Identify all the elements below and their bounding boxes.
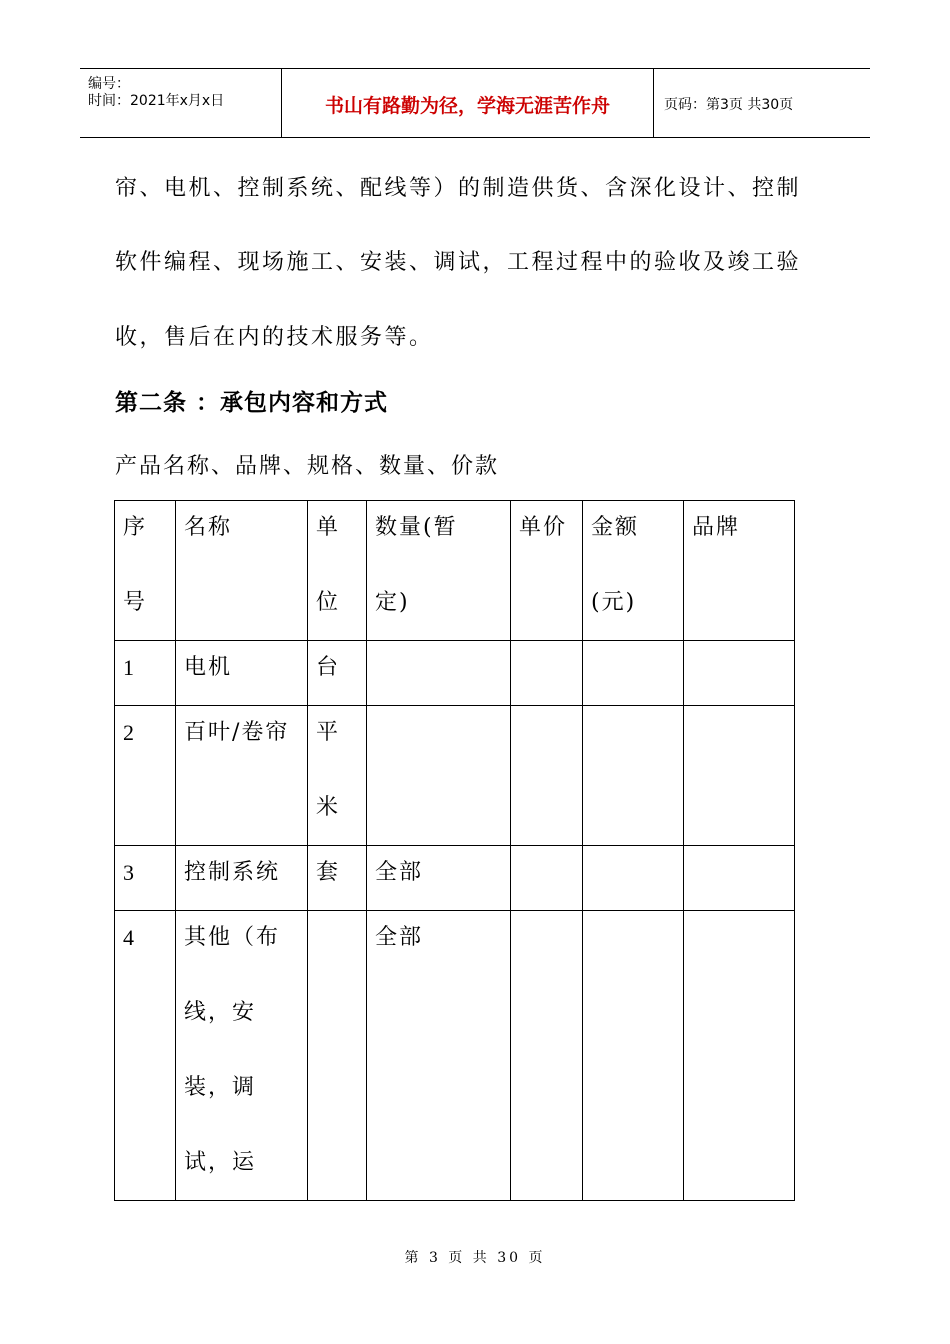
- row-seq: [115, 706, 176, 846]
- row-seq: [115, 641, 176, 706]
- document-number-label: 编号：: [88, 76, 130, 92]
- section-heading: 第二条 ：承包内容和方式: [115, 390, 389, 416]
- document-date-label: 时间：2021年x月x日: [88, 93, 225, 109]
- row-name: [176, 706, 308, 846]
- table-row: [115, 846, 795, 911]
- header-amount-line-1: 金额: [591, 515, 640, 540]
- row-name-line-4: 试，运: [184, 1150, 257, 1175]
- header-qty-line-1: 数量(暂: [375, 515, 458, 540]
- row-unit: [308, 706, 367, 846]
- header-name-text: 名称: [184, 515, 233, 540]
- table-row: [115, 911, 795, 1201]
- row-name-line-3: 装，调: [184, 1075, 257, 1100]
- header-qty: [367, 501, 511, 641]
- row-brand: [684, 706, 795, 846]
- row-seq-text: 4: [123, 925, 136, 950]
- row-seq-text: 1: [123, 655, 136, 680]
- row-brand: [684, 846, 795, 911]
- header-meta-cell: [80, 69, 282, 137]
- header-unit-line-1: 单: [316, 515, 341, 540]
- row-price: [511, 911, 583, 1201]
- header-amount-line-2: (元): [591, 590, 637, 615]
- table-row: [115, 641, 795, 706]
- page-footer: 第 3 页 共 30 页: [404, 1250, 546, 1266]
- row-qty: [367, 846, 511, 911]
- row-seq: [115, 846, 176, 911]
- header-brand: [684, 501, 795, 641]
- document-header: [80, 68, 870, 138]
- header-page-info: 页码：第3页 共30页: [664, 97, 794, 113]
- row-amount: [583, 846, 684, 911]
- row-name-line-2: 线，安: [184, 1000, 257, 1025]
- row-unit-text: 套: [316, 860, 341, 885]
- row-qty-text: 全部: [375, 925, 424, 950]
- header-seq: [115, 501, 176, 641]
- product-table: [114, 500, 795, 1201]
- header-qty-line-2: 定): [375, 590, 410, 615]
- row-brand: [684, 641, 795, 706]
- table-header-row: [115, 501, 795, 641]
- header-seq-line-2: 号: [123, 590, 148, 615]
- row-qty-text: 全部: [375, 860, 424, 885]
- header-page-cell: [654, 69, 870, 137]
- row-name: [176, 641, 308, 706]
- header-amount: [583, 501, 684, 641]
- body-text-line-1: 帘、电机、控制系统、配线等）的制造供货、含深化设计、控制: [115, 176, 802, 201]
- row-unit: [308, 911, 367, 1201]
- row-name-line-1: 其他（布: [184, 925, 281, 950]
- row-price: [511, 641, 583, 706]
- row-price: [511, 706, 583, 846]
- body-text-line-3: 收，售后在内的技术服务等。: [115, 325, 434, 350]
- row-amount: [583, 641, 684, 706]
- row-name-text: 控制系统: [184, 860, 281, 885]
- row-unit: [308, 846, 367, 911]
- row-qty: [367, 911, 511, 1201]
- row-amount: [583, 706, 684, 846]
- table-row: [115, 706, 795, 846]
- row-amount: [583, 911, 684, 1201]
- row-name-text: 电机: [184, 655, 233, 680]
- header-brand-text: 品牌: [692, 515, 741, 540]
- header-motto: 书山有路勤为径，学海无涯苦作舟: [324, 95, 610, 117]
- row-qty: [367, 641, 511, 706]
- header-name: [176, 501, 308, 641]
- header-price-text: 单价: [519, 515, 568, 540]
- header-seq-line-1: 序: [123, 515, 148, 540]
- section-subheading: 产品名称、品牌、规格、数量、价款: [115, 454, 500, 479]
- row-unit-text: 台: [316, 655, 341, 680]
- row-price: [511, 846, 583, 911]
- row-name: [176, 846, 308, 911]
- header-price: [511, 501, 583, 641]
- row-unit-line-1: 平: [316, 720, 341, 745]
- row-seq: [115, 911, 176, 1201]
- row-name-text: 百叶/卷帘: [184, 720, 290, 745]
- row-unit: [308, 641, 367, 706]
- header-motto-cell: [282, 69, 654, 137]
- header-unit: [308, 501, 367, 641]
- row-name: [176, 911, 308, 1201]
- body-text-line-2: 软件编程、现场施工、安装、调试，工程过程中的验收及竣工验: [115, 250, 802, 275]
- row-seq-text: 2: [123, 720, 136, 745]
- row-seq-text: 3: [123, 860, 136, 885]
- row-qty: [367, 706, 511, 846]
- row-unit-line-2: 米: [316, 795, 341, 820]
- row-brand: [684, 911, 795, 1201]
- header-unit-line-2: 位: [316, 590, 341, 615]
